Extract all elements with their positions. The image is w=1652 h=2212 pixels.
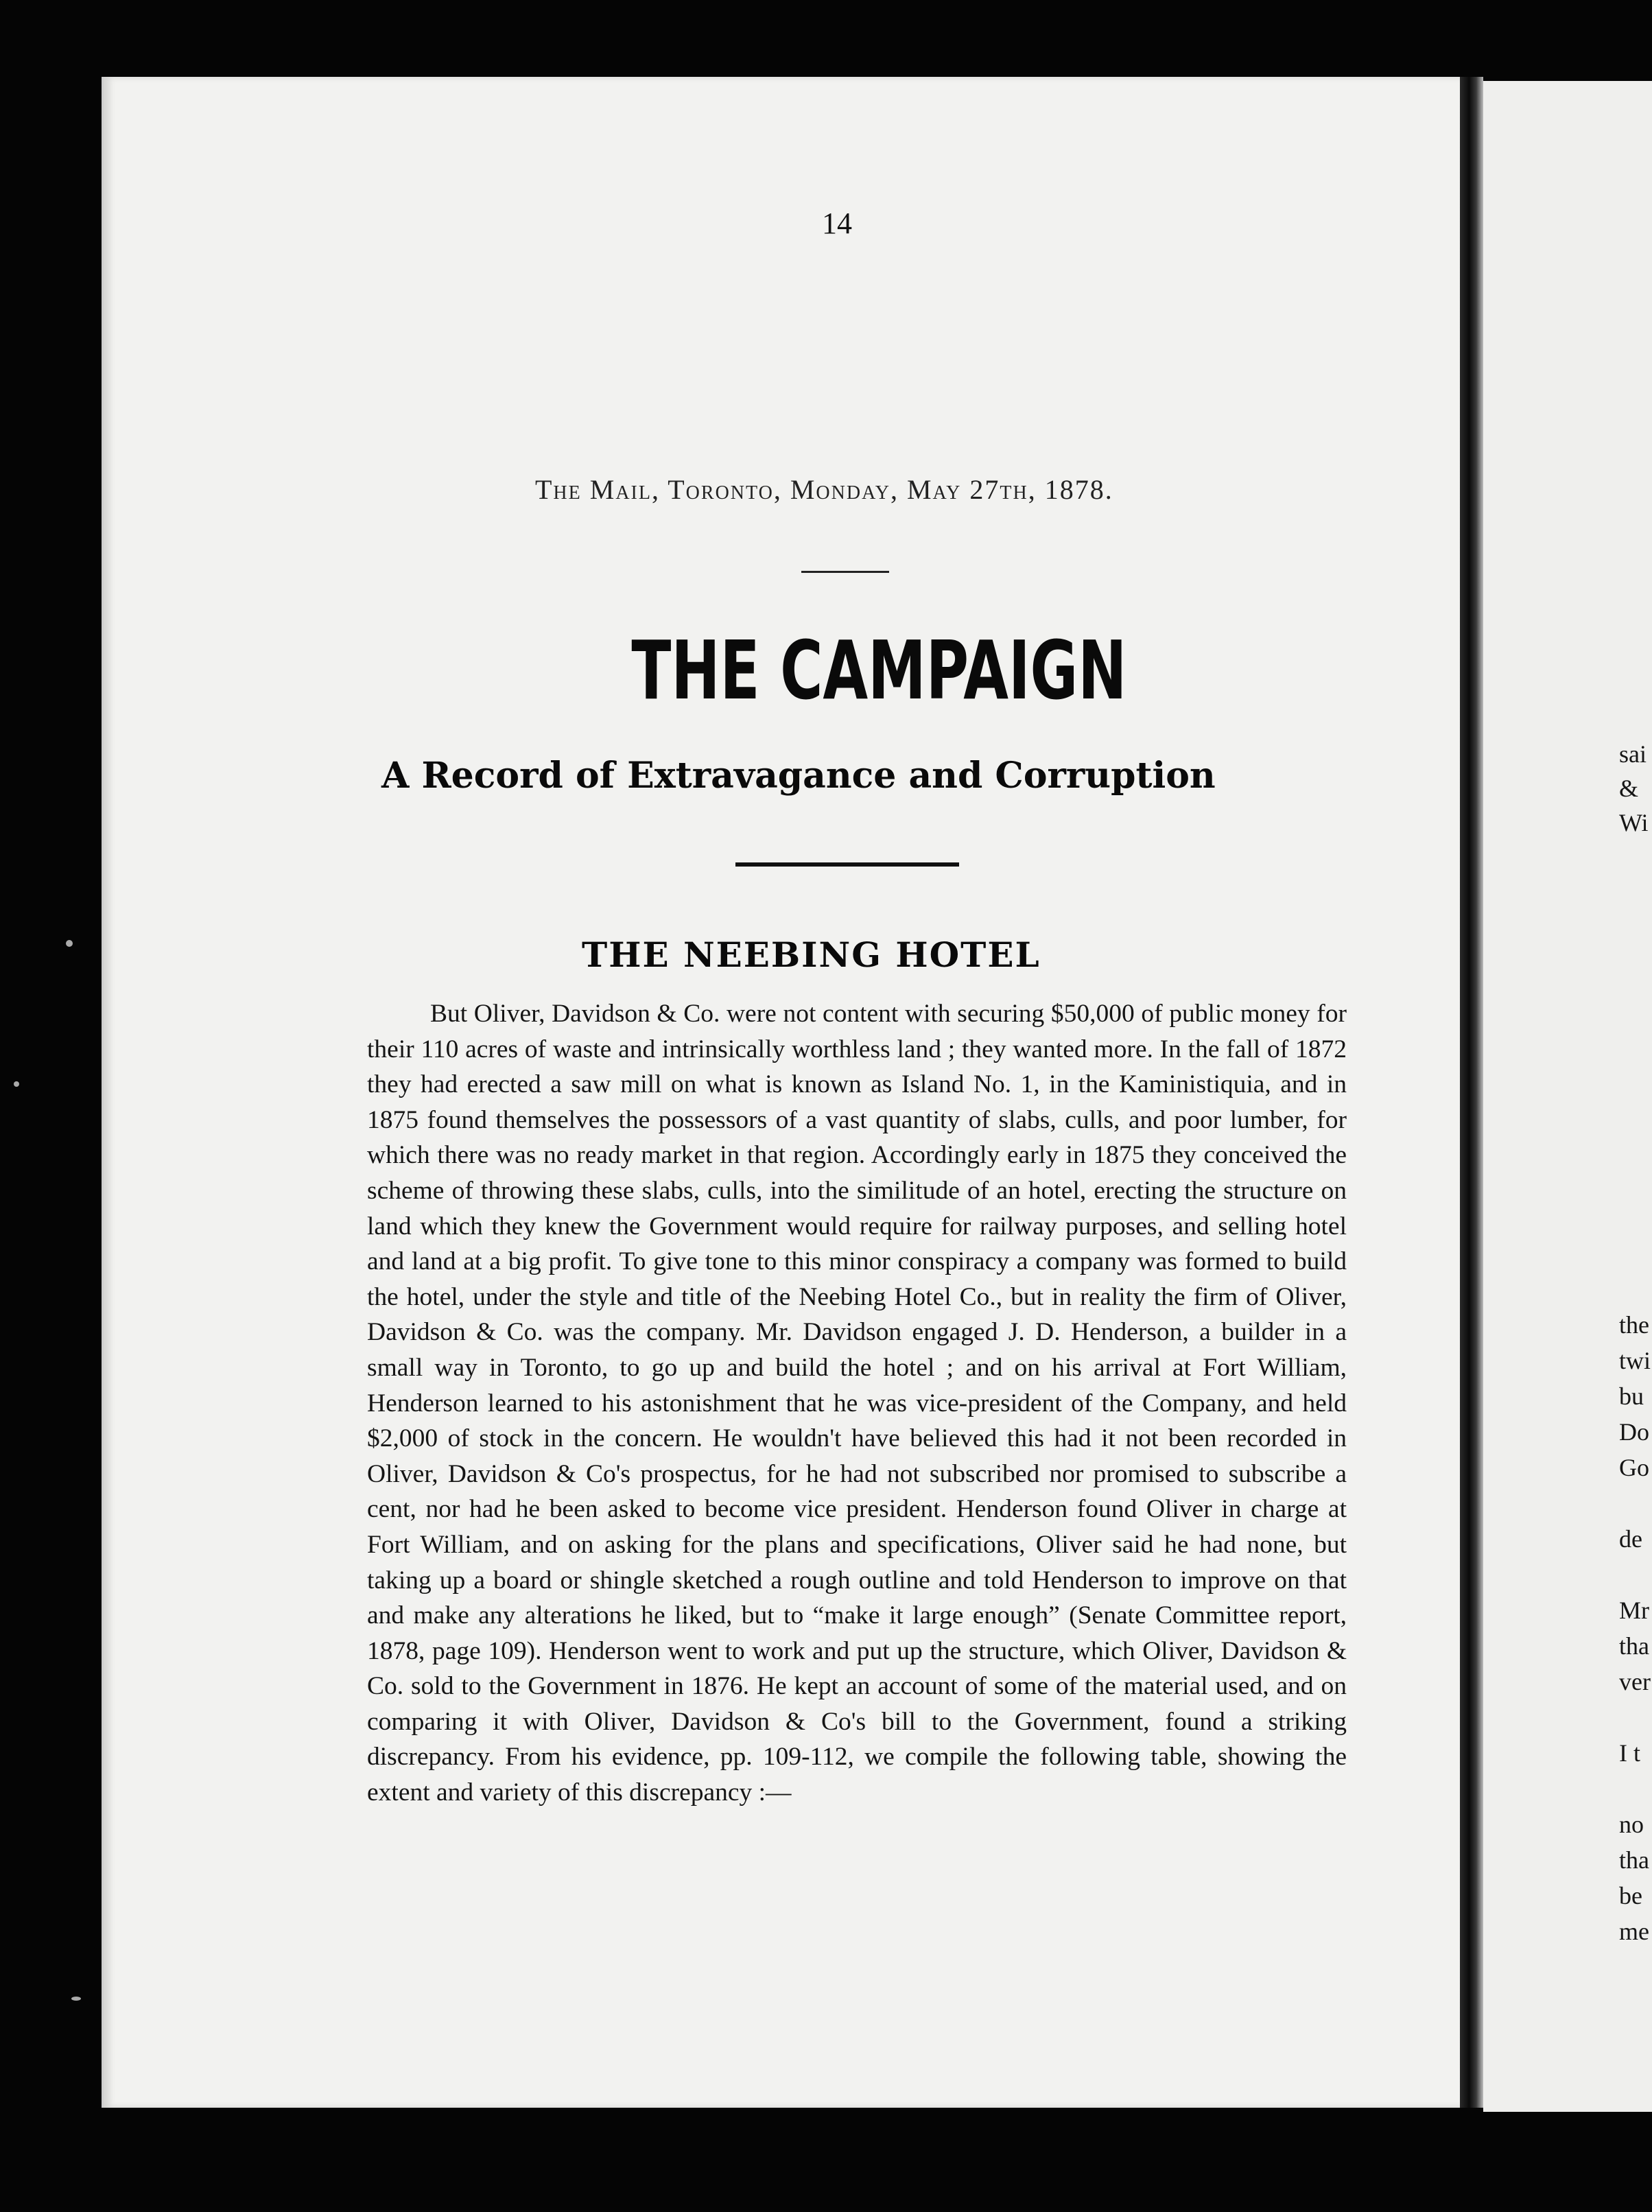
facing-fragment: tha (1619, 1632, 1649, 1660)
scan-speck (71, 1997, 81, 2001)
page-title: THE CAMPAIGN (631, 623, 1127, 718)
book-gutter (1460, 77, 1483, 2108)
facing-fragment: sai (1619, 740, 1647, 768)
facing-fragment: Go (1619, 1454, 1649, 1481)
right-page (1483, 81, 1652, 2112)
facing-fragment: Wi (1619, 809, 1649, 836)
facing-fragment: be (1619, 1882, 1642, 1909)
facing-fragment: ver (1619, 1668, 1651, 1695)
facing-fragment: & (1619, 775, 1639, 802)
divider-long (735, 862, 959, 867)
page-subtitle: A Record of Extravagance and Corruption (381, 755, 1216, 797)
section-heading: THE NEEBING HOTEL (582, 934, 1041, 975)
facing-fragment: de (1619, 1525, 1642, 1553)
facing-fragment: bu (1619, 1382, 1644, 1410)
facing-fragment: me (1619, 1918, 1649, 1945)
divider-short (801, 571, 889, 573)
scan-speck (14, 1081, 19, 1087)
facing-fragment: Do (1619, 1418, 1649, 1446)
scan-speck (66, 940, 73, 947)
facing-fragment: I t (1619, 1739, 1640, 1767)
dateline: The Mail, Toronto, Monday, May 27th, 1878. (535, 474, 1113, 505)
facing-fragment: tha (1619, 1846, 1649, 1874)
facing-fragment: the (1619, 1311, 1649, 1339)
facing-fragment: no (1619, 1811, 1644, 1838)
body-paragraph: But Oliver, Davidson & Co. were not content with securing $50,000 of public money for their 110 acres of waste and intrinsically worthless land ; they wanted more. In the fall of 1872 they had erected a saw mill on what is known as Island No. 1, in the Kaministiquia, and in 1875 found themselves the possessors of a vast quantity of slabs, culls, and poor lumber, for which there was no ready market in that region. Accordingly early in 1875 they conceived the scheme of throwing these slabs, culls, into the similitude of an hotel, erecting the structure on land which they knew the Government would require for railway purposes, and selling hotel and land at a big profit. To give tone to this minor conspiracy a company was formed to build the hotel, under the style and title of the Neebing Hotel Co., but in reality the firm of Oliver, Davidson & Co. was the company. Mr. Davidson engaged J. D. Henderson, a builder in a small way in Toronto, to go up and build the hotel ; and on his arrival at Fort William, Henderson learned to his astonishment that he was vice-president of the Company, and held $2,000 of stock in the concern. He wouldn't have believed this had it not been recorded in Oliver, Davidson & Co's prospectus, for he had not subscribed nor promised to subscribe a cent, nor had he been asked to become vice president. Henderson found Oliver in charge at Fort William, and on asking for the plans and specifications, Oliver said he had none, but taking up a board or shingle sketched a rough outline and told Henderson to improve on that and make any alterations he liked, but to “make it large enough” (Senate Committee report, 1878, page 109). Henderson went to work and put up the structure, which Oliver, Davidson & Co. sold to the Government in 1876. He kept an account of some of the material used, and on comparing it with Oliver, Davidson & Co's bill to the Government, found a striking discrepancy. From his evidence, pp. 109-112, we compile the following table, showing the extent and variety of this discrepancy :— (367, 1000, 1347, 1807)
facing-fragment: Mr (1619, 1597, 1649, 1624)
page-number: 14 (822, 207, 852, 240)
facing-fragment: twi (1619, 1347, 1651, 1374)
